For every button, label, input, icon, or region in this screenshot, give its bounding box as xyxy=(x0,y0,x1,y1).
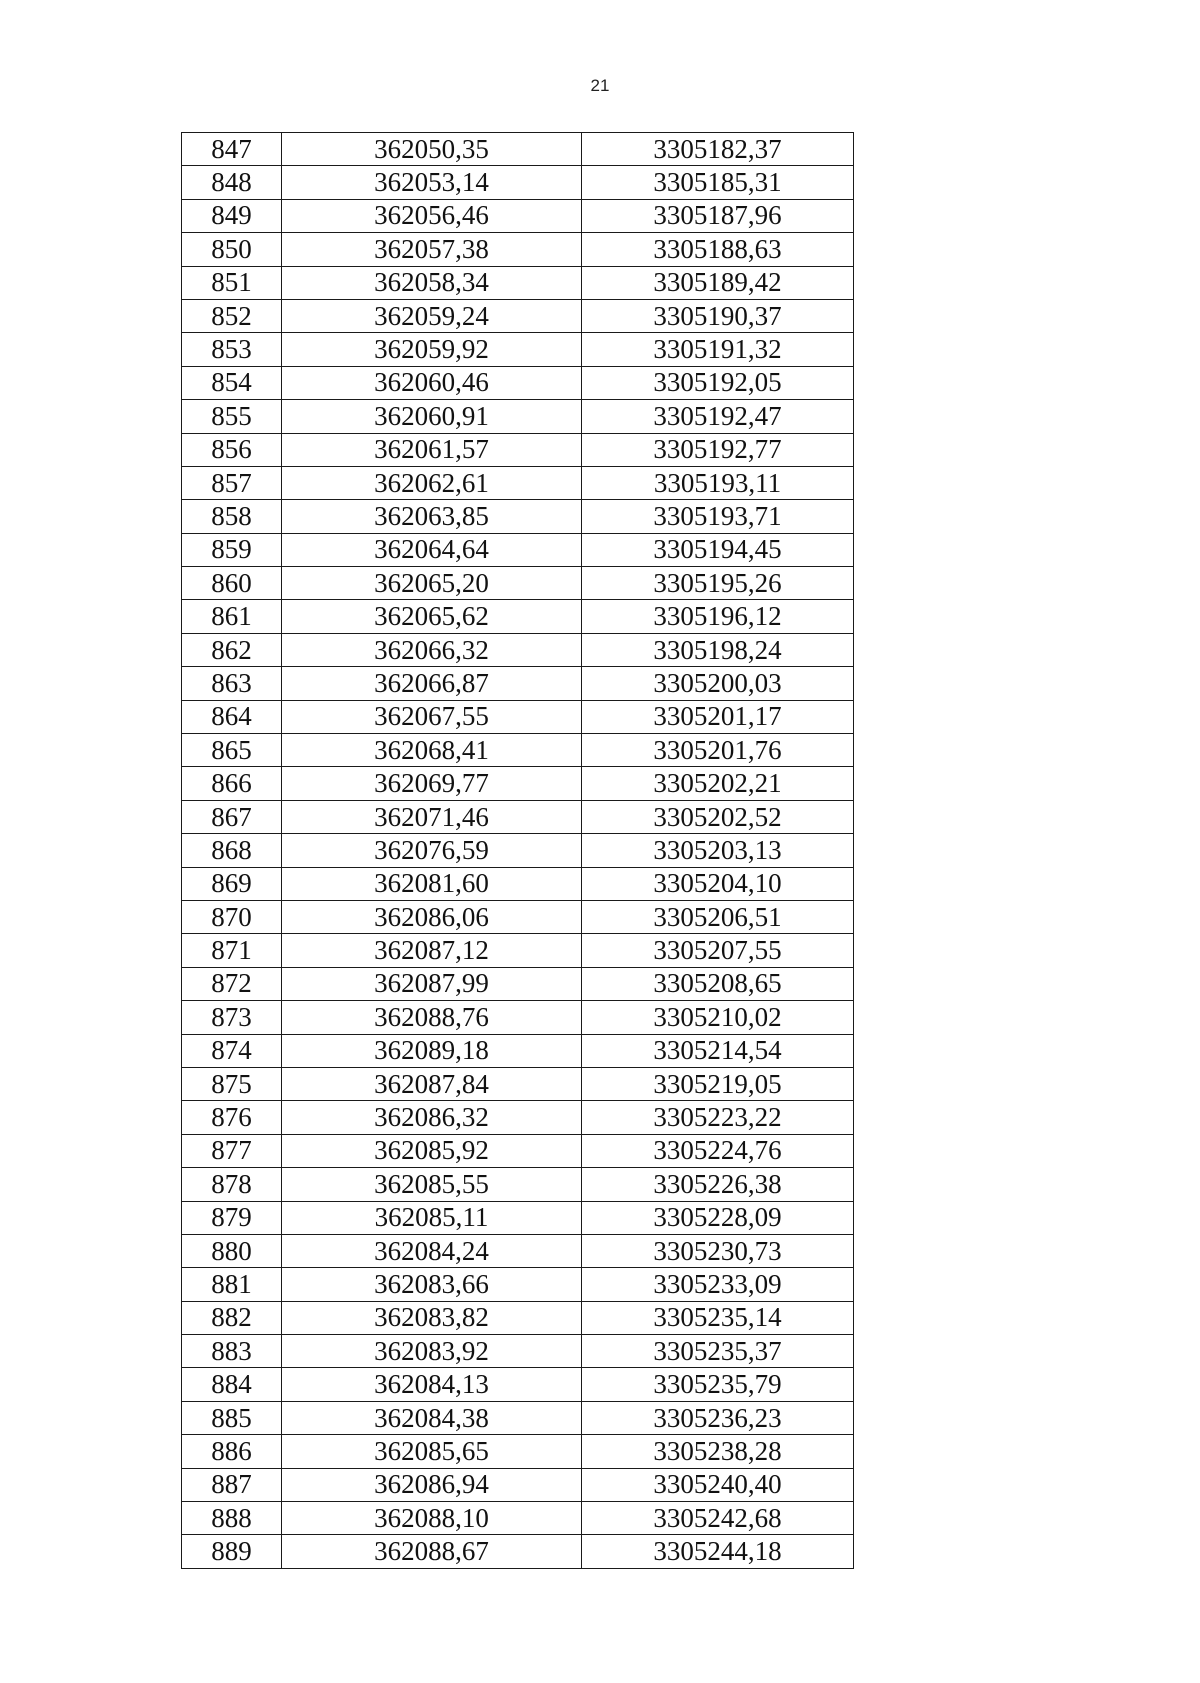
x-coordinate-cell: 362065,62 xyxy=(282,600,582,633)
table-row xyxy=(182,900,854,933)
y-coordinate-cell: 3305192,05 xyxy=(582,366,854,399)
table-row xyxy=(182,1502,854,1535)
y-coordinate-cell: 3305203,13 xyxy=(582,834,854,867)
point-number-cell: 869 xyxy=(182,867,282,900)
y-coordinate-cell: 3305202,21 xyxy=(582,767,854,800)
table-row xyxy=(182,867,854,900)
point-number-cell: 877 xyxy=(182,1134,282,1167)
x-coordinate-cell: 362059,24 xyxy=(282,299,582,332)
y-coordinate-cell: 3305226,38 xyxy=(582,1168,854,1201)
x-coordinate-cell: 362050,35 xyxy=(282,133,582,166)
table-row xyxy=(182,333,854,366)
y-coordinate-cell: 3305223,22 xyxy=(582,1101,854,1134)
point-number-cell: 867 xyxy=(182,800,282,833)
table-row xyxy=(182,266,854,299)
point-number-cell: 863 xyxy=(182,667,282,700)
table-row xyxy=(182,433,854,466)
y-coordinate-cell: 3305202,52 xyxy=(582,800,854,833)
y-coordinate-cell: 3305235,37 xyxy=(582,1335,854,1368)
y-coordinate-cell: 3305182,37 xyxy=(582,133,854,166)
point-number-cell: 885 xyxy=(182,1401,282,1434)
table-row xyxy=(182,600,854,633)
x-coordinate-cell: 362085,11 xyxy=(282,1201,582,1234)
point-number-cell: 859 xyxy=(182,533,282,566)
x-coordinate-cell: 362088,76 xyxy=(282,1001,582,1034)
point-number-cell: 873 xyxy=(182,1001,282,1034)
x-coordinate-cell: 362065,20 xyxy=(282,567,582,600)
y-coordinate-cell: 3305235,79 xyxy=(582,1368,854,1401)
table-row xyxy=(182,1201,854,1234)
point-number-cell: 860 xyxy=(182,567,282,600)
point-number-cell: 879 xyxy=(182,1201,282,1234)
table-row xyxy=(182,967,854,1000)
y-coordinate-cell: 3305192,77 xyxy=(582,433,854,466)
x-coordinate-cell: 362085,55 xyxy=(282,1168,582,1201)
x-coordinate-cell: 362085,65 xyxy=(282,1435,582,1468)
point-number-cell: 847 xyxy=(182,133,282,166)
x-coordinate-cell: 362057,38 xyxy=(282,233,582,266)
point-number-cell: 855 xyxy=(182,400,282,433)
point-number-cell: 868 xyxy=(182,834,282,867)
x-coordinate-cell: 362068,41 xyxy=(282,734,582,767)
coordinates-table-body xyxy=(182,133,854,1569)
point-number-cell: 862 xyxy=(182,633,282,666)
y-coordinate-cell: 3305219,05 xyxy=(582,1067,854,1100)
point-number-cell: 853 xyxy=(182,333,282,366)
x-coordinate-cell: 362062,61 xyxy=(282,466,582,499)
point-number-cell: 856 xyxy=(182,433,282,466)
y-coordinate-cell: 3305196,12 xyxy=(582,600,854,633)
x-coordinate-cell: 362084,13 xyxy=(282,1368,582,1401)
point-number-cell: 858 xyxy=(182,500,282,533)
y-coordinate-cell: 3305195,26 xyxy=(582,567,854,600)
point-number-cell: 872 xyxy=(182,967,282,1000)
y-coordinate-cell: 3305210,02 xyxy=(582,1001,854,1034)
table-row xyxy=(182,1535,854,1568)
x-coordinate-cell: 362053,14 xyxy=(282,166,582,199)
point-number-cell: 854 xyxy=(182,366,282,399)
point-number-cell: 887 xyxy=(182,1468,282,1501)
point-number-cell: 888 xyxy=(182,1502,282,1535)
coordinates-table xyxy=(181,132,854,1569)
x-coordinate-cell: 362083,82 xyxy=(282,1301,582,1334)
y-coordinate-cell: 3305185,31 xyxy=(582,166,854,199)
table-row xyxy=(182,1034,854,1067)
x-coordinate-cell: 362087,12 xyxy=(282,934,582,967)
y-coordinate-cell: 3305201,76 xyxy=(582,734,854,767)
table-row xyxy=(182,1401,854,1434)
table-row xyxy=(182,1234,854,1267)
y-coordinate-cell: 3305238,28 xyxy=(582,1435,854,1468)
y-coordinate-cell: 3305228,09 xyxy=(582,1201,854,1234)
table-row xyxy=(182,834,854,867)
y-coordinate-cell: 3305208,65 xyxy=(582,967,854,1000)
point-number-cell: 848 xyxy=(182,166,282,199)
x-coordinate-cell: 362067,55 xyxy=(282,700,582,733)
y-coordinate-cell: 3305187,96 xyxy=(582,199,854,232)
x-coordinate-cell: 362086,06 xyxy=(282,900,582,933)
table-row xyxy=(182,767,854,800)
x-coordinate-cell: 362058,34 xyxy=(282,266,582,299)
table-row xyxy=(182,800,854,833)
x-coordinate-cell: 362076,59 xyxy=(282,834,582,867)
table-row xyxy=(182,299,854,332)
table-row xyxy=(182,133,854,166)
y-coordinate-cell: 3305188,63 xyxy=(582,233,854,266)
point-number-cell: 866 xyxy=(182,767,282,800)
x-coordinate-cell: 362084,38 xyxy=(282,1401,582,1434)
y-coordinate-cell: 3305236,23 xyxy=(582,1401,854,1434)
table-row xyxy=(182,633,854,666)
x-coordinate-cell: 362086,94 xyxy=(282,1468,582,1501)
point-number-cell: 876 xyxy=(182,1101,282,1134)
point-number-cell: 849 xyxy=(182,199,282,232)
table-row xyxy=(182,700,854,733)
table-row xyxy=(182,466,854,499)
x-coordinate-cell: 362069,77 xyxy=(282,767,582,800)
point-number-cell: 881 xyxy=(182,1268,282,1301)
y-coordinate-cell: 3305233,09 xyxy=(582,1268,854,1301)
point-number-cell: 851 xyxy=(182,266,282,299)
table-row xyxy=(182,166,854,199)
x-coordinate-cell: 362064,64 xyxy=(282,533,582,566)
y-coordinate-cell: 3305244,18 xyxy=(582,1535,854,1568)
y-coordinate-cell: 3305242,68 xyxy=(582,1502,854,1535)
x-coordinate-cell: 362060,91 xyxy=(282,400,582,433)
point-number-cell: 884 xyxy=(182,1368,282,1401)
y-coordinate-cell: 3305191,32 xyxy=(582,333,854,366)
table-row xyxy=(182,1101,854,1134)
point-number-cell: 889 xyxy=(182,1535,282,1568)
table-row xyxy=(182,567,854,600)
table-row xyxy=(182,667,854,700)
x-coordinate-cell: 362059,92 xyxy=(282,333,582,366)
point-number-cell: 886 xyxy=(182,1435,282,1468)
x-coordinate-cell: 362081,60 xyxy=(282,867,582,900)
y-coordinate-cell: 3305207,55 xyxy=(582,934,854,967)
x-coordinate-cell: 362086,32 xyxy=(282,1101,582,1134)
x-coordinate-cell: 362066,32 xyxy=(282,633,582,666)
x-coordinate-cell: 362088,67 xyxy=(282,1535,582,1568)
table-row xyxy=(182,1268,854,1301)
point-number-cell: 870 xyxy=(182,900,282,933)
x-coordinate-cell: 362066,87 xyxy=(282,667,582,700)
point-number-cell: 850 xyxy=(182,233,282,266)
y-coordinate-cell: 3305224,76 xyxy=(582,1134,854,1167)
y-coordinate-cell: 3305240,40 xyxy=(582,1468,854,1501)
point-number-cell: 882 xyxy=(182,1301,282,1334)
x-coordinate-cell: 362061,57 xyxy=(282,433,582,466)
y-coordinate-cell: 3305206,51 xyxy=(582,900,854,933)
table-row xyxy=(182,1301,854,1334)
point-number-cell: 883 xyxy=(182,1335,282,1368)
point-number-cell: 857 xyxy=(182,466,282,499)
x-coordinate-cell: 362063,85 xyxy=(282,500,582,533)
x-coordinate-cell: 362071,46 xyxy=(282,800,582,833)
y-coordinate-cell: 3305214,54 xyxy=(582,1034,854,1067)
point-number-cell: 880 xyxy=(182,1234,282,1267)
y-coordinate-cell: 3305204,10 xyxy=(582,867,854,900)
x-coordinate-cell: 362087,84 xyxy=(282,1067,582,1100)
y-coordinate-cell: 3305230,73 xyxy=(582,1234,854,1267)
x-coordinate-cell: 362089,18 xyxy=(282,1034,582,1067)
y-coordinate-cell: 3305198,24 xyxy=(582,633,854,666)
point-number-cell: 874 xyxy=(182,1034,282,1067)
y-coordinate-cell: 3305235,14 xyxy=(582,1301,854,1334)
point-number-cell: 875 xyxy=(182,1067,282,1100)
table-row xyxy=(182,934,854,967)
x-coordinate-cell: 362084,24 xyxy=(282,1234,582,1267)
y-coordinate-cell: 3305189,42 xyxy=(582,266,854,299)
x-coordinate-cell: 362083,66 xyxy=(282,1268,582,1301)
point-number-cell: 861 xyxy=(182,600,282,633)
table-row xyxy=(182,1435,854,1468)
table-row xyxy=(182,1134,854,1167)
table-row xyxy=(182,1168,854,1201)
table-row xyxy=(182,233,854,266)
y-coordinate-cell: 3305201,17 xyxy=(582,700,854,733)
table-row xyxy=(182,400,854,433)
x-coordinate-cell: 362060,46 xyxy=(282,366,582,399)
x-coordinate-cell: 362087,99 xyxy=(282,967,582,1000)
y-coordinate-cell: 3305200,03 xyxy=(582,667,854,700)
y-coordinate-cell: 3305194,45 xyxy=(582,533,854,566)
table-row xyxy=(182,366,854,399)
table-row xyxy=(182,1368,854,1401)
x-coordinate-cell: 362088,10 xyxy=(282,1502,582,1535)
y-coordinate-cell: 3305193,71 xyxy=(582,500,854,533)
point-number-cell: 878 xyxy=(182,1168,282,1201)
table-row xyxy=(182,1067,854,1100)
y-coordinate-cell: 3305190,37 xyxy=(582,299,854,332)
table-row xyxy=(182,734,854,767)
point-number-cell: 871 xyxy=(182,934,282,967)
x-coordinate-cell: 362083,92 xyxy=(282,1335,582,1368)
y-coordinate-cell: 3305192,47 xyxy=(582,400,854,433)
x-coordinate-cell: 362056,46 xyxy=(282,199,582,232)
table-row xyxy=(182,1001,854,1034)
point-number-cell: 864 xyxy=(182,700,282,733)
y-coordinate-cell: 3305193,11 xyxy=(582,466,854,499)
table-row xyxy=(182,199,854,232)
table-row xyxy=(182,1468,854,1501)
x-coordinate-cell: 362085,92 xyxy=(282,1134,582,1167)
table-row xyxy=(182,500,854,533)
point-number-cell: 865 xyxy=(182,734,282,767)
point-number-cell: 852 xyxy=(182,299,282,332)
page-number: 21 xyxy=(590,76,610,95)
table-row xyxy=(182,1335,854,1368)
table-row xyxy=(182,533,854,566)
